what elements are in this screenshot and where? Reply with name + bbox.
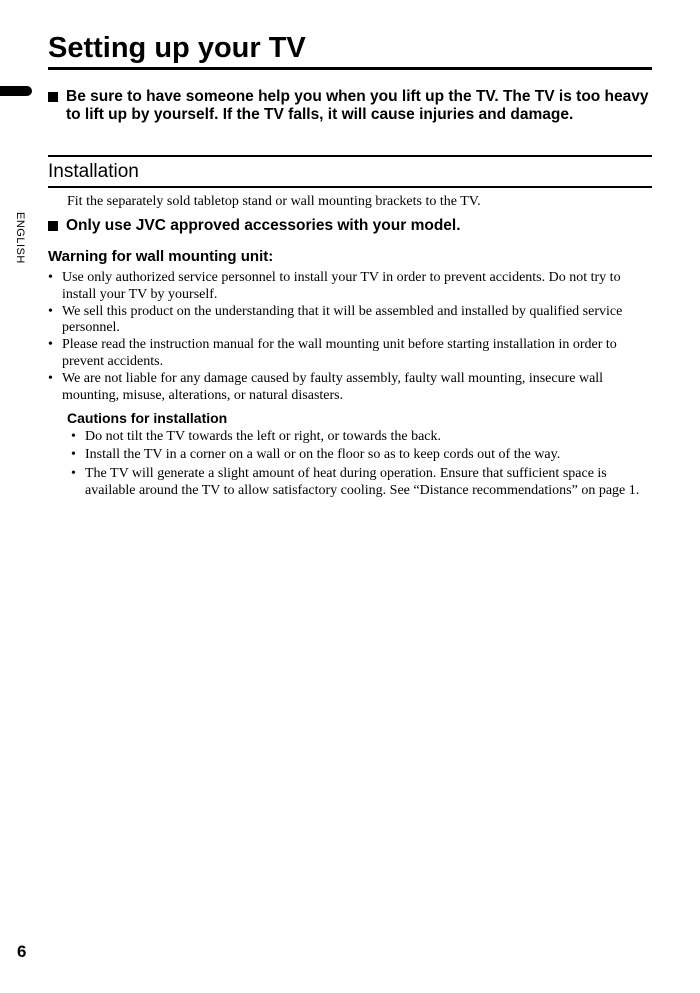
bullet-icon: •	[71, 447, 76, 463]
page-title: Setting up your TV	[48, 30, 652, 70]
bullet-icon: •	[48, 303, 53, 319]
bullet-icon: •	[71, 465, 76, 481]
bullet-icon: •	[48, 337, 53, 353]
wall-warning-list	[48, 270, 652, 404]
list-item	[71, 465, 651, 500]
cautions-list	[71, 428, 651, 500]
installation-intro: Fit the separately sold tabletop stand or wall mounting brackets to the TV.	[67, 194, 481, 209]
list-item-text: Use only authorized service personnel to install your TV in order to prevent accidents. Do not try to install your TV by yourself.	[62, 270, 621, 302]
bullet-icon: •	[71, 429, 76, 444]
bullet-icon: •	[48, 370, 53, 386]
wall-warning-heading: Warning for wall mounting unit:	[48, 248, 274, 265]
list-item-text: Please read the instruction manual for the wall mounting unit before starting installation in order to prevent accidents.	[62, 337, 617, 369]
language-label: ENGLISH	[14, 212, 26, 264]
list-item	[48, 270, 652, 304]
installation-heading: Installation	[48, 155, 652, 188]
accessory-note-text: Only use JVC approved accessories with your model.	[66, 217, 461, 234]
list-item-text: We sell this product on the understanding that it will be assembled and installed by qualified service personnel.	[62, 303, 623, 336]
accessory-note	[48, 217, 652, 235]
list-item	[48, 337, 652, 371]
list-item-text: The TV will generate a slight amount of heat during operation. Ensure that sufficient space is available around the TV to allow satisfactory cooling. See “Distance recommendations” on page 1.	[85, 465, 640, 498]
list-item-text: Do not tilt the TV towards the left or right, or towards the back.	[85, 429, 442, 444]
square-bullet-icon	[48, 92, 58, 102]
cautions-heading: Cautions for installation	[67, 410, 228, 426]
page-number: 6	[17, 942, 27, 961]
language-tab-marker	[0, 86, 32, 96]
list-item-text: Install the TV in a corner on a wall or on the floor so as to keep cords out of the way.	[85, 447, 561, 463]
square-bullet-icon	[48, 221, 58, 231]
bullet-icon: •	[48, 270, 53, 285]
lift-warning-text: Be sure to have someone help you when you lift up the TV. The TV is too heavy to lift up by yourself. If the TV falls, it will cause injuries and damage.	[66, 88, 649, 123]
lift-warning	[48, 88, 652, 124]
list-item	[71, 446, 651, 463]
list-item	[71, 428, 651, 445]
list-item-text: We are not liable for any damage caused by faulty assembly, faulty wall mounting, insecure wall mounting, misuse, alterations, or natural disasters.	[62, 370, 604, 403]
list-item	[48, 371, 652, 405]
list-item	[48, 304, 652, 338]
